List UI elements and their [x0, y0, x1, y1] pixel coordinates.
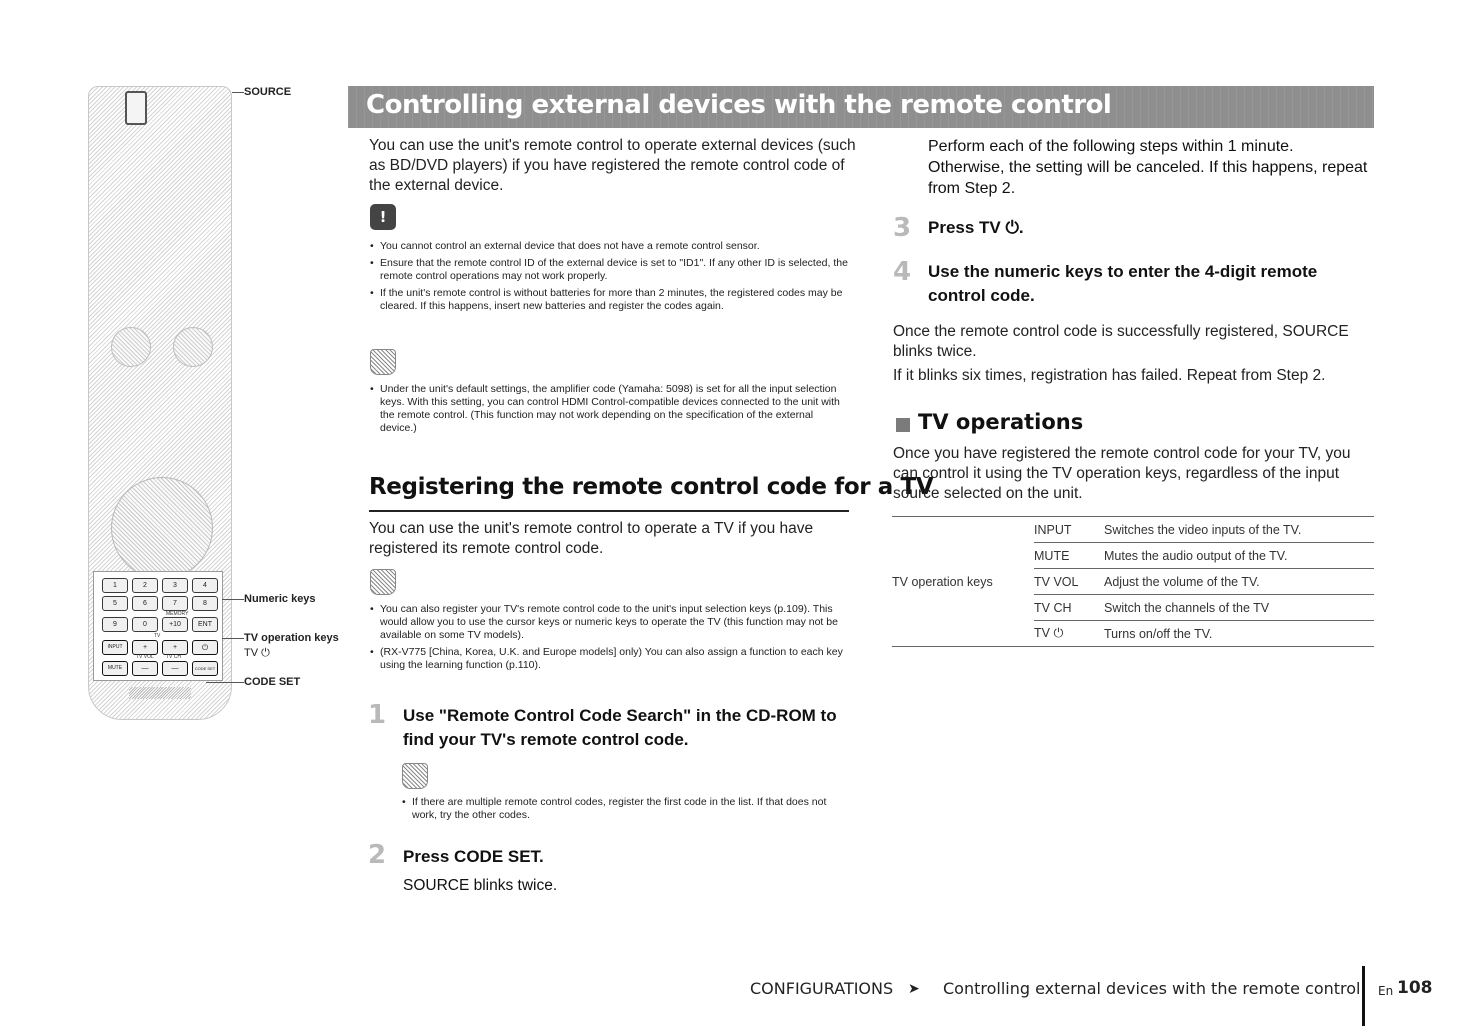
- numeric-key: 1: [102, 578, 128, 593]
- step-1-text: Use "Remote Control Code Search" in the CD-ROM to find your TV's remote control code.: [403, 706, 837, 749]
- leader-line: [222, 599, 244, 600]
- numeric-key: 2: [132, 578, 158, 593]
- step-3-text: Press TV ⏻.: [928, 218, 1024, 237]
- tv-power-key: ⏻: [192, 640, 218, 655]
- step-2-text: Press CODE SET.: [403, 847, 544, 866]
- tv-ch-up-key: +: [162, 640, 188, 655]
- numeric-key: +10: [162, 617, 188, 632]
- numeric-keys-label: Numeric keys: [244, 593, 316, 605]
- numeric-key: 0: [132, 617, 158, 632]
- brand-logo: [129, 687, 191, 699]
- tv-operation-keys-label: TV operation keys: [244, 632, 339, 644]
- tv-operation-table: [892, 516, 1374, 647]
- source-label: SOURCE: [244, 86, 292, 98]
- leader-line: [206, 682, 244, 683]
- tv-vol-down-key: —: [132, 661, 158, 676]
- step-number: 2: [368, 840, 387, 870]
- table-key: TV ⏻: [1034, 621, 1104, 647]
- table-key: MUTE: [1034, 543, 1104, 569]
- table-desc: Turns on/off the TV.: [1104, 621, 1374, 647]
- list-item: • (RX-V775 [China, Korea, U.K. and Europe models] only) You can also assign a function to each key using the learning function (p.110).: [370, 646, 852, 672]
- heading-rule: [369, 510, 849, 512]
- step-number: 3: [893, 213, 912, 243]
- register-tv-hints: [370, 603, 852, 676]
- success-paragraph: Once the remote control code is successfully registered, SOURCE blinks twice.: [893, 323, 1349, 360]
- remote-round-button: [111, 327, 151, 367]
- numeric-key: 3: [162, 578, 188, 593]
- numeric-key: 5: [102, 596, 128, 611]
- table-desc: Mutes the audio output of the TV.: [1104, 543, 1374, 569]
- source-indicator: [125, 91, 147, 125]
- footer-section-link[interactable]: CONFIGURATIONS: [750, 979, 894, 998]
- numeric-key: 4: [192, 578, 218, 593]
- remote-control-illustration: [88, 86, 232, 720]
- leader-line: [232, 92, 244, 93]
- table-row: [892, 517, 1374, 543]
- tv-group-label: TV: [154, 633, 161, 639]
- list-item: • Ensure that the remote control ID of the external device is set to "ID1". If any other ID is selected, the remote control operations may not work properly.: [370, 257, 852, 283]
- table-key: INPUT: [1034, 517, 1104, 543]
- list-item: • Under the unit's default settings, the amplifier code (Yamaha: 5098) is set for all the input selection keys. With this setting, you can control HDMI Control-compatible devices connected to the unit with the remote control. (This function may not work depending on the specification of the external device.): [370, 383, 852, 435]
- list-item: • You cannot control an external device that does not have a remote control sensor.: [370, 240, 852, 253]
- step-1-notes: [402, 796, 854, 826]
- tv-operations-heading: TV operations: [918, 410, 1084, 434]
- section-heading-register-tv: Registering the remote control code for a TV: [369, 474, 934, 500]
- remote-round-button: [173, 327, 213, 367]
- tv-ch-label: TV CH: [166, 654, 181, 660]
- numeric-key: ENT: [192, 617, 218, 632]
- footer-page-title: Controlling external devices with the remote control: [943, 979, 1361, 998]
- list-item: • If there are multiple remote control codes, register the first code in the list. If that does not work, try the other codes.: [402, 796, 854, 822]
- tv-power-label: TV ⏻: [244, 647, 270, 659]
- note-icon: [370, 349, 396, 375]
- heading-square-icon: [896, 418, 910, 432]
- step-2-sub: SOURCE blinks twice.: [403, 877, 558, 894]
- tv-input-key: INPUT: [102, 640, 128, 655]
- table-desc: Adjust the volume of the TV.: [1104, 569, 1374, 595]
- caution-notes: [370, 240, 852, 317]
- tv-operations-intro: Once you have registered the remote control code for your TV, you can control it using the TV operation keys, regardless of the input source selected on the unit.: [893, 445, 1351, 502]
- cursor-pad: [111, 477, 213, 579]
- note-icon: [370, 569, 396, 595]
- numeric-key: 7: [162, 596, 188, 611]
- memory-label: MEMORY: [166, 611, 189, 617]
- table-group-label: TV operation keys: [892, 517, 1034, 647]
- footer-divider: [1362, 966, 1365, 1026]
- table-key: TV CH: [1034, 595, 1104, 621]
- tv-ch-down-key: —: [162, 661, 188, 676]
- numeric-key: 9: [102, 617, 128, 632]
- intro-paragraph: You can use the unit's remote control to operate external devices (such as BD/DVD players) if you have registered the remote control code of the external device.: [369, 137, 856, 194]
- code-set-label: CODE SET: [244, 676, 301, 688]
- tv-mute-key: MUTE: [102, 661, 128, 676]
- table-desc: Switches the video inputs of the TV.: [1104, 517, 1374, 543]
- remote-keypad: [93, 571, 223, 681]
- hint-notes: [370, 383, 852, 439]
- footer-page-number: 108: [1397, 978, 1433, 998]
- numeric-key: 8: [192, 596, 218, 611]
- note-icon: [402, 763, 428, 789]
- page-title: Controlling external devices with the remote control: [366, 90, 1112, 120]
- title-band: [348, 86, 1374, 128]
- register-tv-intro: You can use the unit's remote control to operate a TV if you have registered its remote control code.: [369, 520, 814, 557]
- perform-note: Perform each of the following steps within 1 minute. Otherwise, the setting will be canceled. If this happens, repeat from Step 2.: [928, 138, 1368, 197]
- numeric-key: 6: [132, 596, 158, 611]
- step-number: 4: [893, 257, 912, 287]
- table-key: TV VOL: [1034, 569, 1104, 595]
- fail-paragraph: If it blinks six times, registration has failed. Repeat from Step 2.: [893, 367, 1326, 384]
- breadcrumb-arrow-icon: ➤: [908, 981, 920, 997]
- table-desc: Switch the channels of the TV: [1104, 595, 1374, 621]
- footer-lang: En: [1378, 984, 1394, 998]
- step-4-text: Use the numeric keys to enter the 4-digit remote control code.: [928, 262, 1318, 305]
- warning-icon: !: [370, 204, 396, 230]
- tv-vol-up-key: +: [132, 640, 158, 655]
- list-item: • If the unit's remote control is without batteries for more than 2 minutes, the registered codes may be cleared. If this happens, insert new batteries and register the codes again.: [370, 287, 852, 313]
- code-set-key: CODE SET: [192, 661, 218, 676]
- list-item: • You can also register your TV's remote control code to the unit's input selection keys (p.109). This would allow you to use the cursor keys or numeric keys to operate the TV (this function may not be available on some TV models).: [370, 603, 852, 642]
- leader-line: [222, 638, 244, 639]
- step-number: 1: [368, 700, 387, 730]
- tv-vol-label: TV VOL: [136, 654, 154, 660]
